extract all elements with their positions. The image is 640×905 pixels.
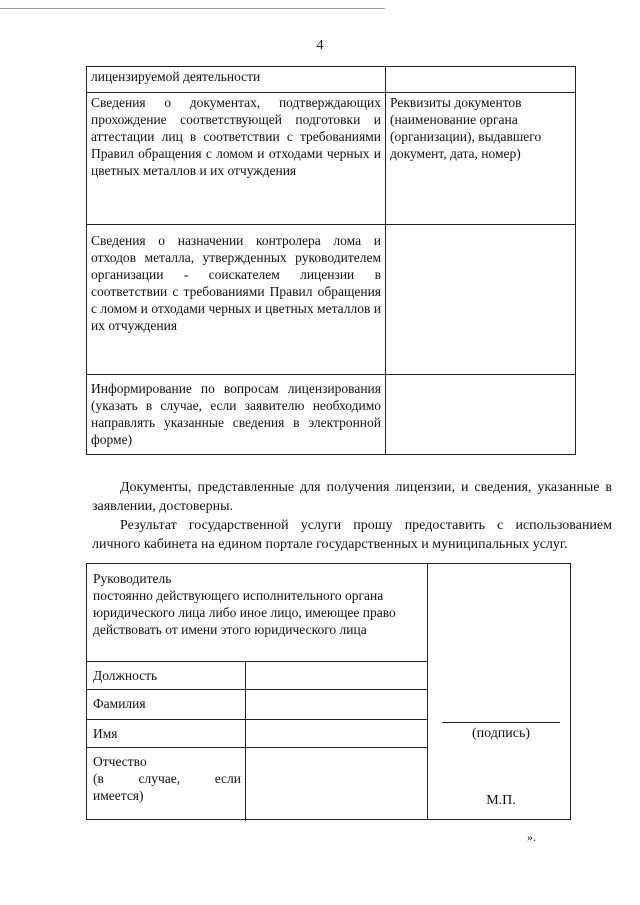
service-result-paragraph: Результат государственной услуги прошу предоставить с использованием личного кабинета на едином портале государственных и муниципальных услуг. (92, 518, 612, 552)
stamp-caption: М.П. (486, 793, 516, 808)
certification-paragraph: Документы, представленные для получения лицензии, и сведения, указанные в заявлении, достоверны. (92, 480, 612, 514)
field-column-divider (245, 661, 246, 821)
row-label: Информирование по вопросам лицензирования (указать в случае, если заявителю необходимо направлять указанные сведения в электронной форме) (87, 375, 386, 455)
table-row (87, 93, 576, 225)
table-row (87, 375, 576, 455)
position-label: Должность (93, 668, 158, 683)
table-row (87, 67, 576, 93)
column-divider (427, 564, 428, 819)
divider (87, 719, 427, 720)
table-row (87, 225, 576, 375)
scan-edge-line (0, 8, 385, 9)
row-value (386, 375, 576, 455)
divider (87, 689, 427, 690)
row-value: Реквизиты документов (наименование органа (организации), выдавшего документ, дата, номер) (386, 93, 576, 225)
license-info-table (86, 66, 576, 455)
surname-label: Фамилия (93, 696, 146, 711)
closing-quote: ». (527, 830, 536, 844)
divider (87, 661, 427, 662)
signatory-heading (93, 570, 423, 638)
name-label: Имя (93, 726, 118, 741)
signatory-description: постоянно действующего исполнительного органа юридического лица либо иное лицо, имеющее право действовать от имени этого юридического лица (93, 588, 396, 637)
row-label: Сведения о документах, подтверждающих прохождение соответствующей подготовки и аттестации лиц в соответствии с требованиями Правил обращения с ломом и отходами черных и цветных металлов и их отчуждения (87, 93, 386, 225)
signature-block (86, 563, 571, 820)
patronymic-label (93, 753, 241, 804)
row-label: лицензируемой деятельности (87, 67, 386, 93)
divider (87, 747, 427, 748)
patronymic-line-3: имеется) (93, 788, 144, 803)
page-number: 4 (316, 38, 324, 53)
signature-line (442, 722, 560, 723)
patronymic-line-2: (в случае, если (93, 771, 241, 786)
row-value (386, 67, 576, 93)
signatory-title: Руководитель (93, 571, 172, 586)
signature-caption: (подпись) (471, 726, 531, 741)
row-label: Сведения о назначении контролера лома и отходов металла, утвержденных руководителем организации - соискателем лицензии в соответствии с требованиями Правил обращения с ломом и отходами черных и цветных металлов и их отчуждения (87, 225, 386, 375)
row-value (386, 225, 576, 375)
patronymic-line-1: Отчество (93, 754, 147, 769)
